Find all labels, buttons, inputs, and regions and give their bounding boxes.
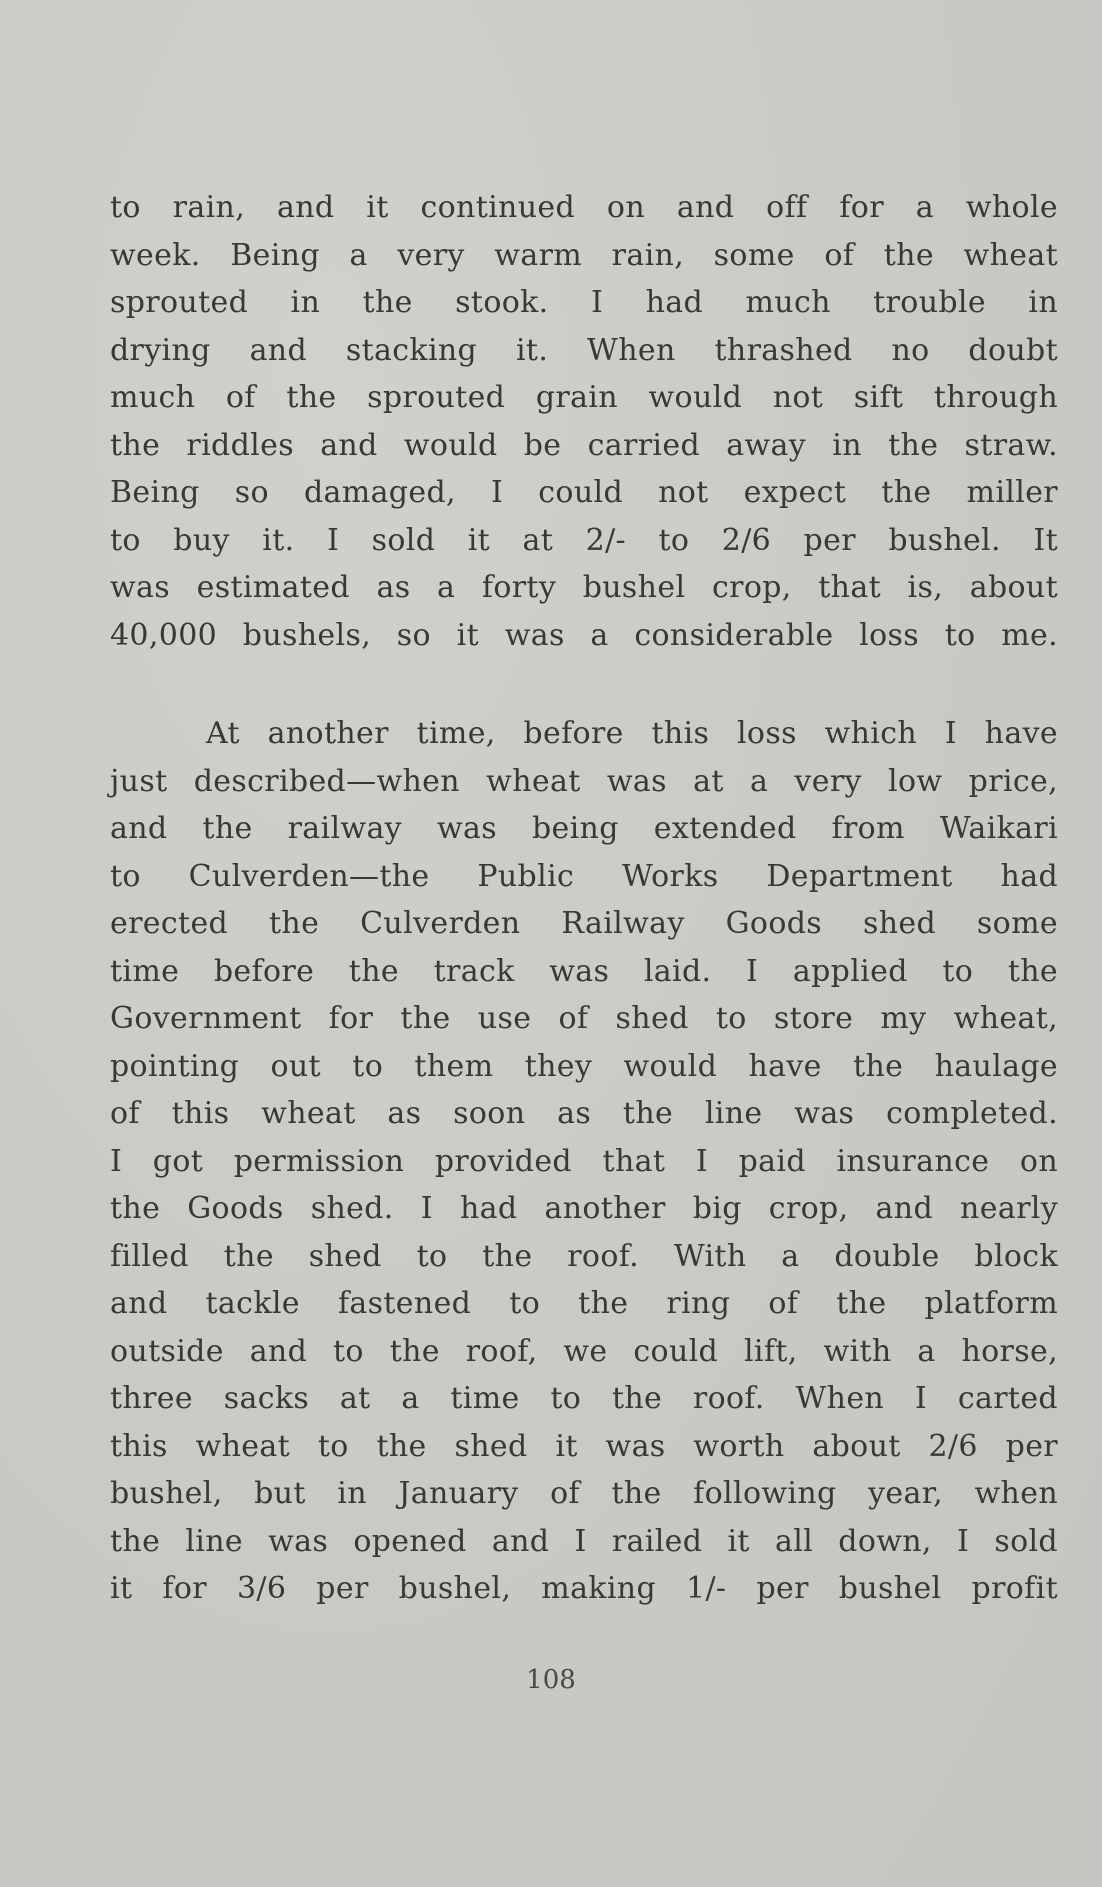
text-line: outside and to the roof, we could lift, with a horse, xyxy=(110,1333,1058,1369)
text-line: I got permission provided that I paid insurance on xyxy=(110,1143,1058,1179)
text-line: the Goods shed. I had another big crop, and nearly xyxy=(110,1191,1058,1226)
text-line: to rain, and it continued on and off for a whole xyxy=(110,190,1058,225)
text-line: to Culverden—the Public Works Department had xyxy=(110,858,1058,894)
paragraph-1 xyxy=(110,184,1058,659)
text-line: drying and stacking it. When thrashed no doubt xyxy=(110,332,1058,368)
text-line: filled the shed to the roof. With a double block xyxy=(110,1238,1058,1274)
text-line: Government for the use of shed to store my wheat, xyxy=(110,1001,1058,1036)
text-line: 40,000 bushels, so it was a considerable loss to me. xyxy=(110,617,1058,653)
text-line: three sacks at a time to the roof. When I carted xyxy=(110,1381,1058,1416)
text-line: to buy it. I sold it at 2/- to 2/6 per bushel. It xyxy=(110,522,1058,558)
paragraph-2 xyxy=(110,710,1058,1613)
text-line: the line was opened and I railed it all down, I sold xyxy=(110,1523,1058,1559)
text-line: this wheat to the shed it was worth about 2/6 per xyxy=(110,1428,1058,1464)
text-line: just described—when wheat was at a very low price, xyxy=(110,763,1058,799)
text-line: sprouted in the stook. I had much trouble in xyxy=(110,285,1058,320)
page-number: 108 xyxy=(526,1665,576,1695)
text-line: bushel, but in January of the following year, when xyxy=(110,1476,1058,1511)
text-line: At another time, before this loss which I have xyxy=(206,716,1058,751)
text-line: of this wheat as soon as the line was completed. xyxy=(110,1096,1058,1131)
text-line: week. Being a very warm rain, some of the wheat xyxy=(110,237,1058,273)
text-line: the riddles and would be carried away in the straw. xyxy=(110,427,1058,463)
text-line: was estimated as a forty bushel crop, that is, about xyxy=(110,570,1058,605)
text-line: pointing out to them they would have the haulage xyxy=(110,1048,1058,1084)
text-line: erected the Culverden Railway Goods shed some xyxy=(110,906,1058,941)
text-line: and the railway was being extended from Waikari xyxy=(110,811,1058,846)
text-line: it for 3/6 per bushel, making 1/- per bushel profit xyxy=(110,1571,1058,1606)
text-line: much of the sprouted grain would not sift through xyxy=(110,380,1058,415)
text-line: and tackle fastened to the ring of the platform xyxy=(110,1286,1058,1321)
text-line: Being so damaged, I could not expect the miller xyxy=(110,475,1058,510)
text-line: time before the track was laid. I applied to the xyxy=(110,953,1058,989)
